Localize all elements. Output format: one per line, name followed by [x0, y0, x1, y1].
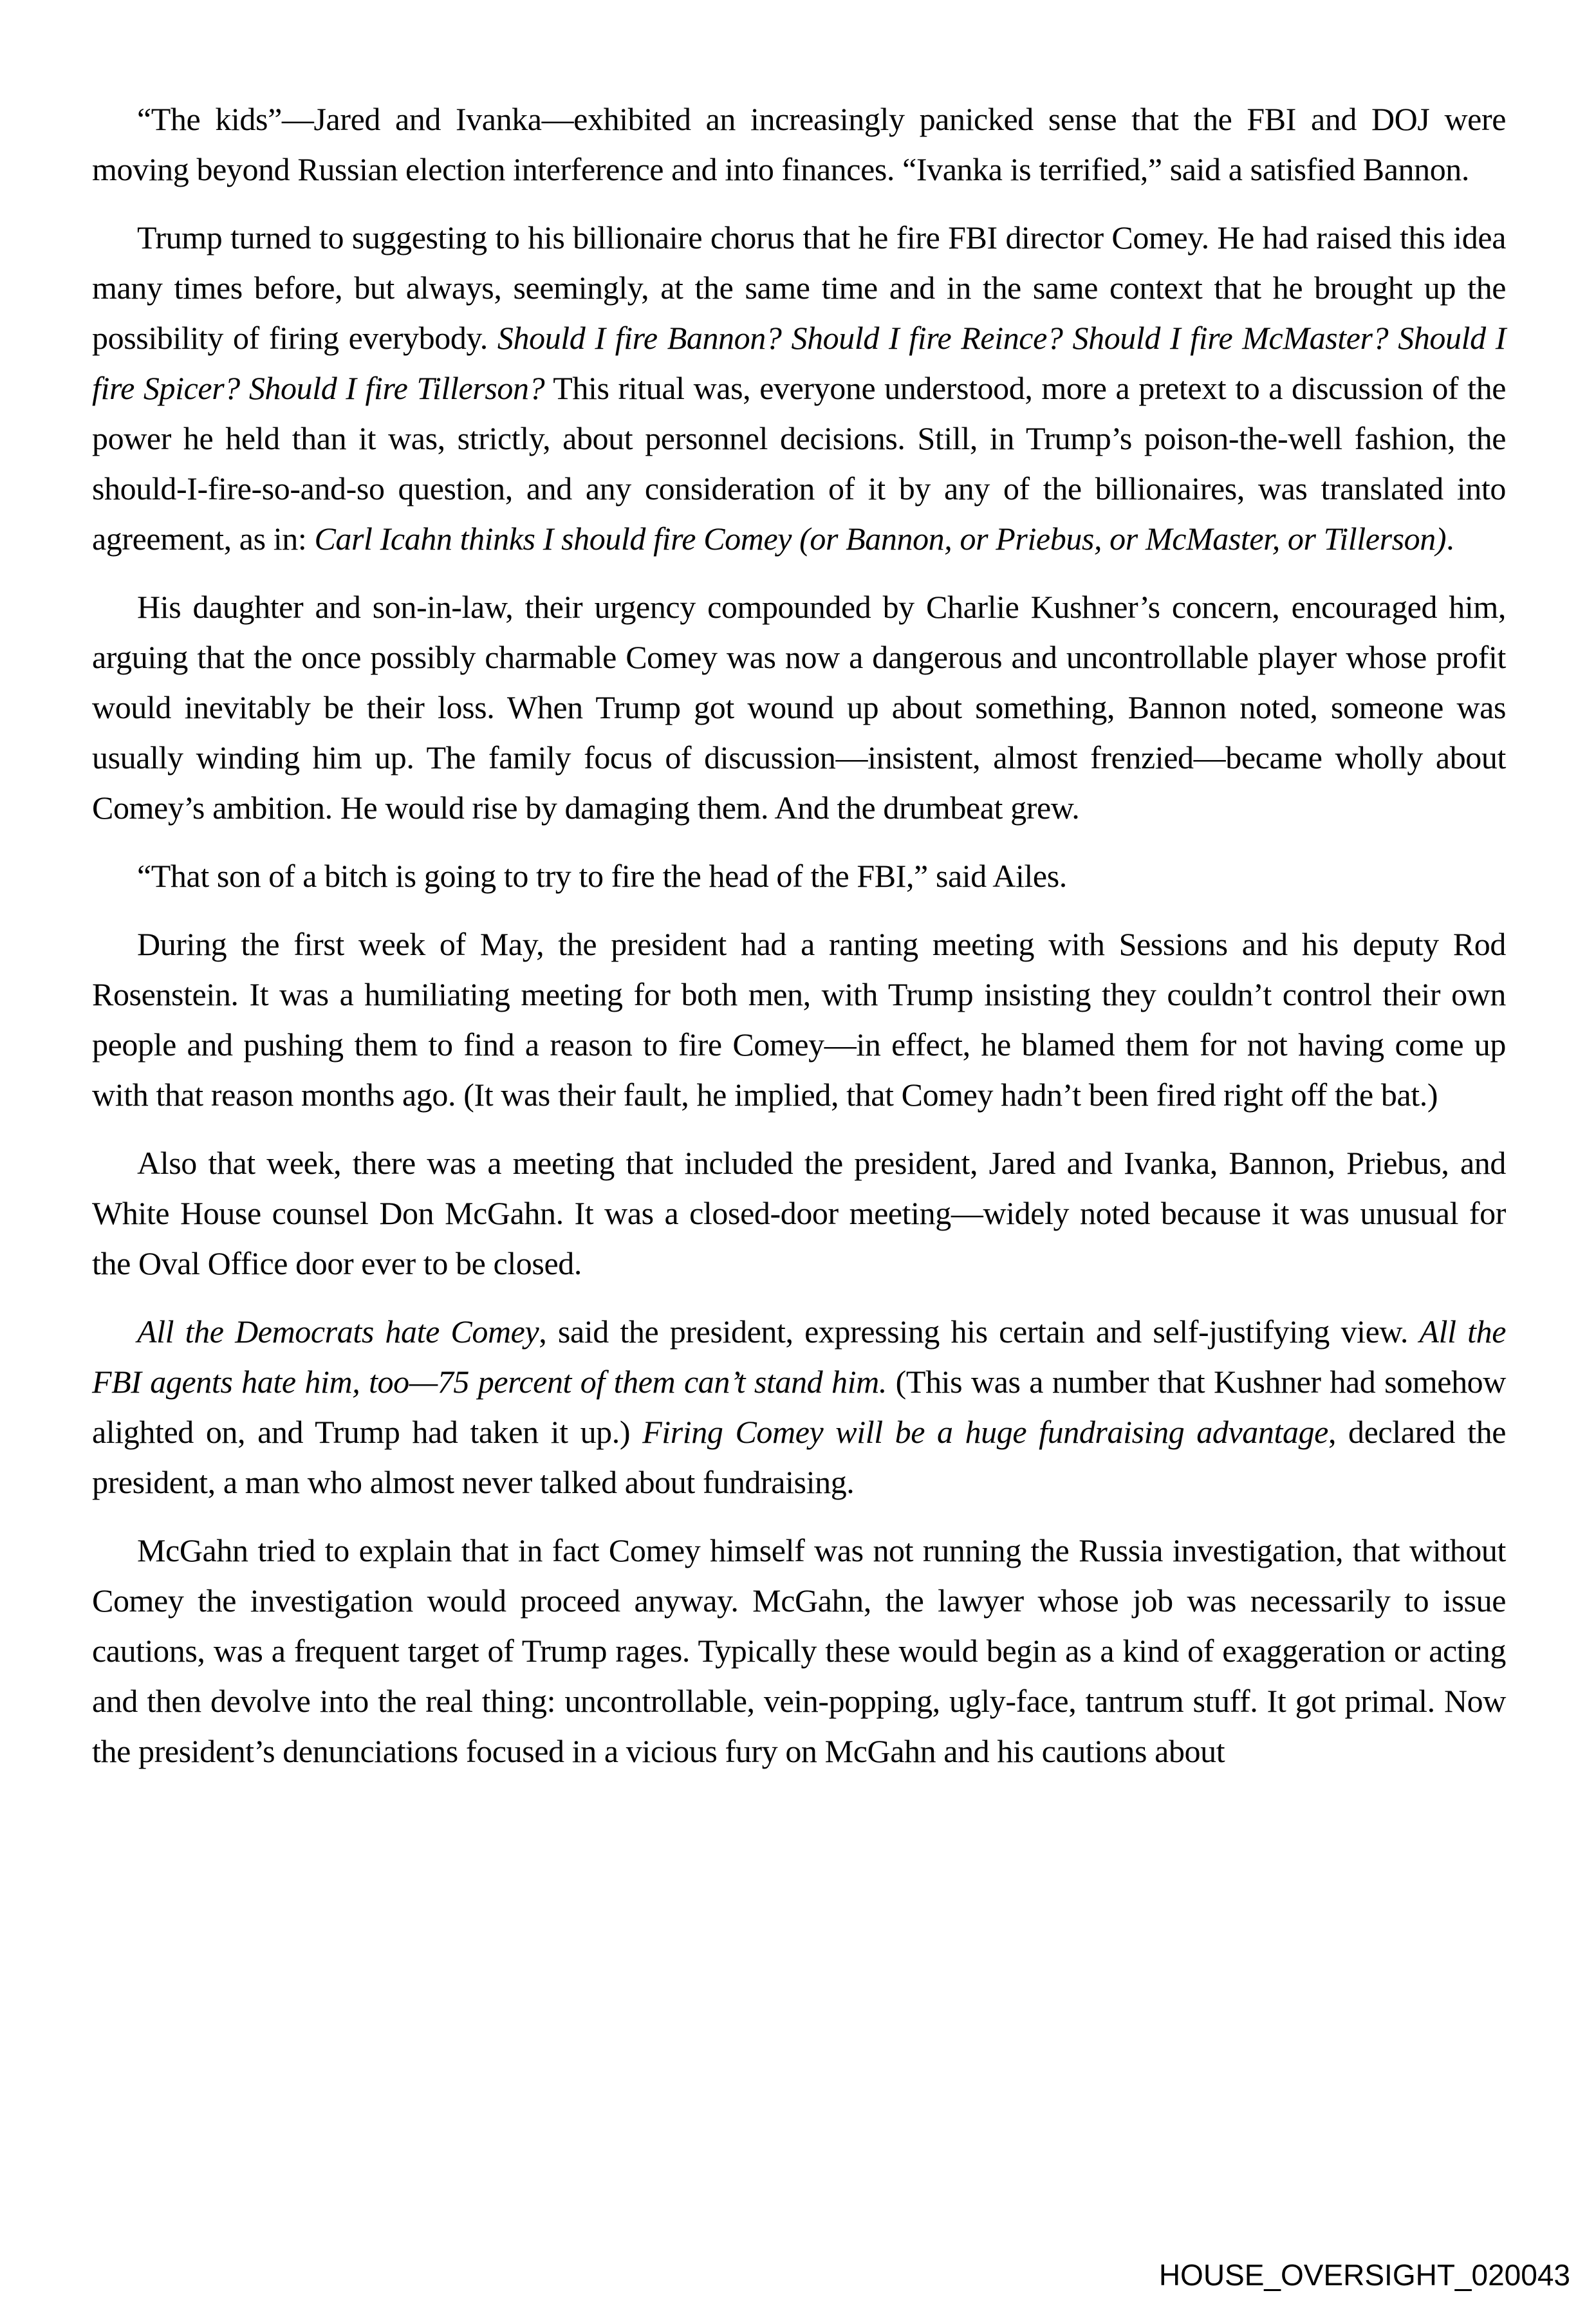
paragraph [92, 212, 1506, 564]
text-run: His daughter and son-in-law, their urgency compounded by Charlie Kushner’s concern, encouraged him, arguing that the once possibly charmable Comey was now a dangerous and uncontrollable player whose profit would inevitably be their loss. When Trump got wound up about something, Bannon noted, someone was usually winding him up. The family focus of discussion—insistent, almost frenzied—became wholly about Comey’s ambition. He would rise by damaging them. And the drumbeat grew. [92, 589, 1506, 826]
text-run: (This was a number that Kushner had somehow alighted on, and Trump had taken it up.) [92, 1364, 1506, 1450]
text-run: , said the president, expressing his certain and self-justifying view. [539, 1313, 1420, 1350]
paragraph [92, 582, 1506, 833]
text-run: This ritual was, everyone understood, more a pretext to a discussion of the power he held than it was, strictly, about personnel decisions. Still, in Trump’s poison-the-well fashion, the should-I-fire-so-and-so question, and any consideration of it by any of the billionaires, was translated into agreement, as in: [92, 370, 1507, 557]
document-body [92, 94, 1506, 1794]
paragraph [92, 1138, 1506, 1288]
text-run: , declared the president, a man who almost never talked about fundraising. [92, 1414, 1506, 1500]
paragraph [92, 1306, 1506, 1507]
italic-text-run: Carl Icahn thinks I should fire Comey (or Bannon, or Priebus, or McMaster, or Tillerson) [314, 521, 1447, 557]
paragraph [92, 851, 1506, 901]
text-run: . [1446, 521, 1454, 557]
paragraph [92, 94, 1506, 194]
text-run: “The kids”—Jared and Ivanka—exhibited an increasingly panicked sense that the FBI and DOJ were moving beyond Russian election interference and into finances. “Ivanka is terrified,” said a satisfied Bannon. [92, 101, 1506, 187]
italic-text-run: Should I fire Bannon? Should I fire Reince? Should I fire McMaster? Should I fire Spicer? Should I fire Tillerson? [92, 320, 1506, 406]
paragraph [92, 1525, 1506, 1776]
italic-text-run: All the FBI agents hate him, too—75 percent of them can’t stand him. [92, 1313, 1507, 1400]
text-run: McGahn tried to explain that in fact Comey himself was not running the Russia investigation, that without Comey the investigation would proceed anyway. McGahn, the lawyer whose job was necessarily to issue cautions, was a frequent target of Trump rages. Typically these would begin as a kind of exaggeration or acting and then devolve into the real thing: uncontrollable, vein-popping, ugly-face, tantrum stuff. It got primal. Now the president’s denunciations focused in a vicious fury on McGahn and his cautions about [92, 1532, 1506, 1769]
text-run: During the first week of May, the president had a ranting meeting with Sessions and his deputy Rod Rosenstein. It was a humiliating meeting for both men, with Trump insisting they couldn’t control their own people and pushing them to find a reason to fire Comey—in effect, he blamed them for not having come up with that reason months ago. (It was their fault, he implied, that Comey hadn’t been fired right off the bat.) [92, 926, 1506, 1113]
bates-number: HOUSE_OVERSIGHT_020043 [1158, 2258, 1570, 2292]
text-run: Also that week, there was a meeting that included the president, Jared and Ivanka, Bannon, Priebus, and White House counsel Don McGahn. It was a closed-door meeting—widely noted because it was unusual for the Oval Office door ever to be closed. [92, 1145, 1506, 1281]
italic-text-run: All the Democrats hate Comey [137, 1313, 539, 1350]
text-run: Trump turned to suggesting to his billionaire chorus that he fire FBI director Comey. He had raised this idea many times before, but always, seemingly, at the same time and in the same context that he brought up the possibility of firing everybody. [92, 219, 1506, 356]
paragraph [92, 919, 1506, 1120]
text-run: “That son of a bitch is going to try to fire the head of the FBI,” said Ailes. [137, 858, 1067, 894]
italic-text-run: Firing Comey will be a huge fundraising advantage [642, 1414, 1328, 1450]
